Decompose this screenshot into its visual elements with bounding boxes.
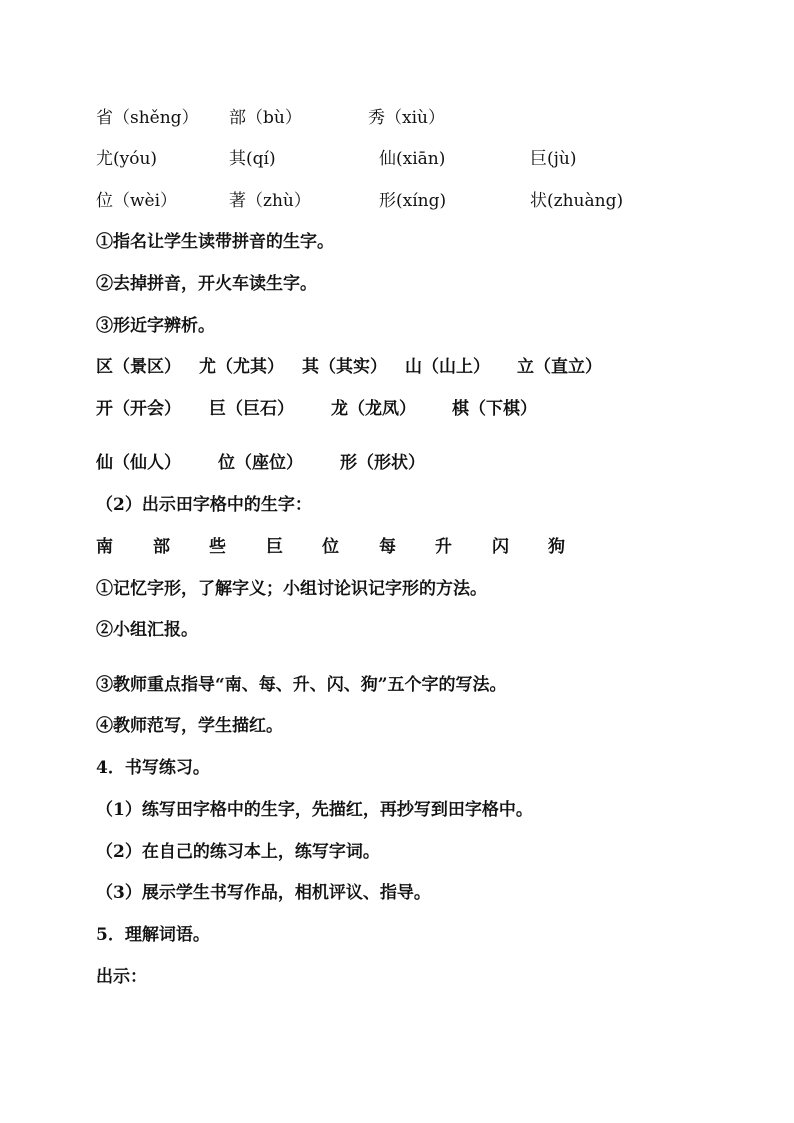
pinyin-row-2 [0,147,577,171]
grid-char: 狗 [548,537,565,557]
compare-item: 巨（巨石） [209,399,294,419]
memo-step-3: ③教师重点指导“南、每、升、闪、狗”五个字的写法。 [96,675,507,695]
grid-char: 位 [322,537,339,557]
compare-item: 位（座位） [218,453,303,473]
pinyin-row-1 [0,106,445,130]
pinyin-item: 巨(jù) [530,149,577,169]
compare-item: 尤（尤其） [199,357,284,377]
pinyin-item: 秀（xiù） [368,108,445,128]
compare-item: 棋（下棋） [452,399,537,419]
step-remove-pinyin: ②去掉拼音，开火车读生字。 [96,274,317,294]
practice-item-3: （3）展示学生书写作品，相机评议、指导。 [96,883,431,903]
step-read-pinyin: ①指名让学生读带拼音的生字。 [96,232,334,252]
pinyin-item: 形(xíng) [379,191,447,211]
grid-chars-row [0,535,565,559]
compare-row-2 [0,397,537,421]
show-label: 出示： [96,967,147,987]
pinyin-item: 尤(yóu) [96,149,158,169]
pinyin-item: 仙(xiān) [379,149,446,169]
pinyin-item: 著（zhù） [229,191,311,211]
compare-item: 开（开会） [96,399,181,419]
step-compare: ③形近字辨析。 [96,316,215,336]
compare-item: 山（山上） [405,357,490,377]
compare-row-1 [0,355,602,379]
grid-char: 闪 [492,537,509,557]
grid-char: 南 [96,537,113,557]
compare-item: 龙（龙凤） [331,399,416,419]
section-4-heading: 4．书写练习。 [96,758,210,778]
compare-item: 立（直立） [517,357,602,377]
memo-step-4: ④教师范写，学生描红。 [96,716,283,736]
section-5-heading: 5．理解词语。 [96,925,210,945]
show-grid-heading: （2）出示田字格中的生字： [96,495,312,515]
compare-item: 仙（仙人） [96,453,181,473]
memo-step-2: ②小组汇报。 [96,620,198,640]
practice-item-2: （2）在自己的练习本上，练写字词。 [96,842,380,862]
grid-char: 部 [153,537,170,557]
memo-step-1: ①记忆字形，了解字义；小组讨论识记字形的方法。 [96,579,487,599]
compare-row-3 [0,451,425,475]
pinyin-item: 其(qí) [229,149,276,169]
grid-char: 巨 [266,537,283,557]
pinyin-item: 部（bù） [229,108,302,128]
compare-item: 区（景区） [96,357,181,377]
pinyin-item: 省（shěng） [96,108,199,128]
pinyin-row-3 [0,189,624,213]
pinyin-item: 位（wèi） [96,191,178,211]
pinyin-item: 状(zhuàng) [530,191,624,211]
grid-char: 些 [209,537,226,557]
practice-item-1: （1）练写田字格中的生字，先描红，再抄写到田字格中。 [96,800,533,820]
grid-char: 升 [435,537,452,557]
compare-item: 其（其实） [302,357,387,377]
grid-char: 每 [379,537,396,557]
compare-item: 形（形状） [340,453,425,473]
